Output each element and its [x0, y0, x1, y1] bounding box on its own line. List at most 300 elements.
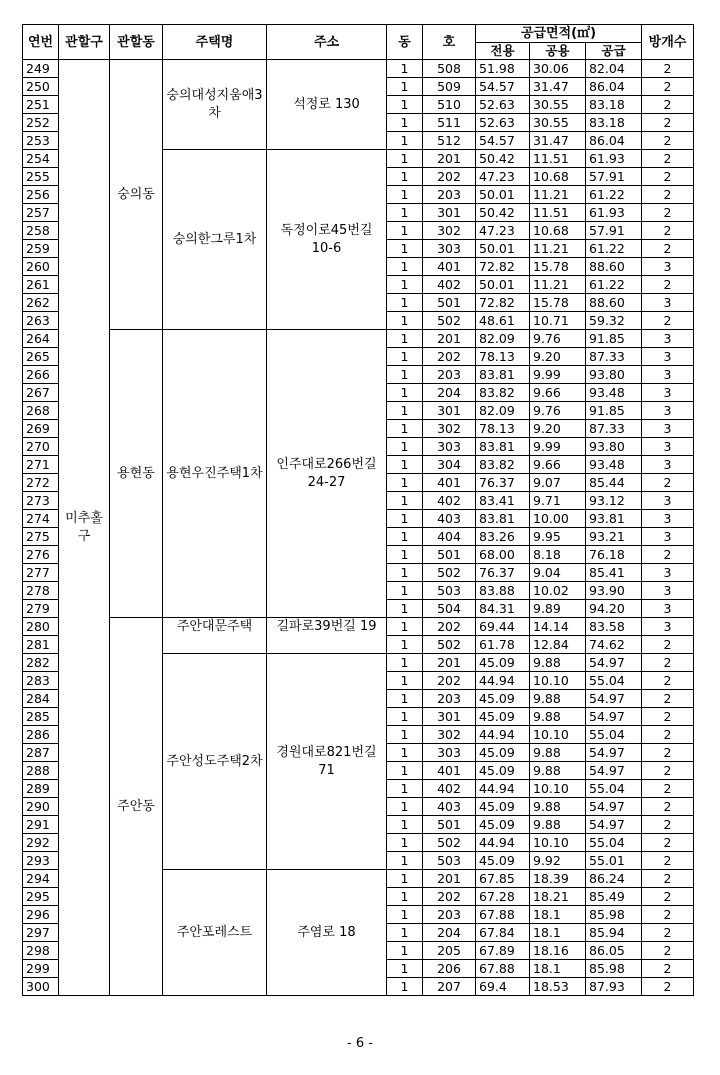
header-supply-area: 공급면적(㎡) — [476, 25, 642, 43]
area-private-cell: 78.13 — [476, 348, 530, 366]
building-cell: 1 — [387, 240, 423, 258]
building-cell: 1 — [387, 654, 423, 672]
row-number: 268 — [23, 402, 59, 420]
rooms-cell: 3 — [642, 564, 694, 582]
area-private-cell: 84.31 — [476, 600, 530, 618]
rooms-cell: 2 — [642, 816, 694, 834]
building-cell: 1 — [387, 744, 423, 762]
header-building: 동 — [387, 25, 423, 60]
row-number: 277 — [23, 564, 59, 582]
area-private-cell: 54.57 — [476, 132, 530, 150]
building-cell: 1 — [387, 834, 423, 852]
rooms-cell: 2 — [642, 942, 694, 960]
header-area-supply: 공급 — [586, 43, 642, 60]
area-private-cell: 52.63 — [476, 114, 530, 132]
unit-cell: 204 — [423, 384, 476, 402]
area-common-cell: 10.02 — [530, 582, 586, 600]
area-private-cell: 45.09 — [476, 852, 530, 870]
row-number: 286 — [23, 726, 59, 744]
area-supply-cell: 85.44 — [586, 474, 642, 492]
area-common-cell: 11.21 — [530, 240, 586, 258]
area-supply-cell: 61.93 — [586, 150, 642, 168]
unit-cell: 503 — [423, 582, 476, 600]
area-private-cell: 50.01 — [476, 276, 530, 294]
row-number: 280 — [23, 618, 59, 636]
area-private-cell: 45.09 — [476, 708, 530, 726]
area-private-cell: 50.42 — [476, 150, 530, 168]
unit-cell: 202 — [423, 168, 476, 186]
building-cell: 1 — [387, 456, 423, 474]
area-supply-cell: 87.33 — [586, 420, 642, 438]
rooms-cell: 3 — [642, 384, 694, 402]
unit-cell: 508 — [423, 60, 476, 78]
rooms-cell: 2 — [642, 762, 694, 780]
area-common-cell: 9.92 — [530, 852, 586, 870]
building-cell: 1 — [387, 798, 423, 816]
area-supply-cell: 93.48 — [586, 456, 642, 474]
area-supply-cell: 74.62 — [586, 636, 642, 654]
unit-cell: 403 — [423, 510, 476, 528]
area-supply-cell: 87.93 — [586, 978, 642, 996]
row-number: 272 — [23, 474, 59, 492]
header-area-common: 공용 — [530, 43, 586, 60]
area-common-cell: 9.88 — [530, 762, 586, 780]
area-supply-cell: 61.22 — [586, 186, 642, 204]
unit-cell: 402 — [423, 492, 476, 510]
row-number: 282 — [23, 654, 59, 672]
building-cell: 1 — [387, 420, 423, 438]
unit-cell: 401 — [423, 258, 476, 276]
rooms-cell: 2 — [642, 96, 694, 114]
unit-cell: 502 — [423, 636, 476, 654]
rooms-cell: 3 — [642, 330, 694, 348]
area-common-cell: 18.1 — [530, 960, 586, 978]
address-cell: 석정로 130 — [267, 60, 387, 150]
area-private-cell: 72.82 — [476, 258, 530, 276]
area-supply-cell: 85.41 — [586, 564, 642, 582]
building-cell: 1 — [387, 600, 423, 618]
area-private-cell: 83.82 — [476, 384, 530, 402]
dong-cell: 용현동 — [110, 330, 163, 618]
area-common-cell: 31.47 — [530, 132, 586, 150]
area-supply-cell: 88.60 — [586, 258, 642, 276]
row-number: 278 — [23, 582, 59, 600]
rooms-cell: 3 — [642, 456, 694, 474]
rooms-cell: 2 — [642, 960, 694, 978]
area-private-cell: 51.98 — [476, 60, 530, 78]
house-name-cell: 숭의대성지움애3차 — [163, 60, 267, 150]
row-number: 274 — [23, 510, 59, 528]
area-private-cell: 82.09 — [476, 402, 530, 420]
rooms-cell: 2 — [642, 312, 694, 330]
building-cell: 1 — [387, 528, 423, 546]
dong-cell: 숭의동 — [110, 60, 163, 330]
header-gu: 관할구 — [59, 25, 110, 60]
unit-cell: 501 — [423, 546, 476, 564]
rooms-cell: 2 — [642, 204, 694, 222]
row-number: 291 — [23, 816, 59, 834]
building-cell: 1 — [387, 276, 423, 294]
area-private-cell: 45.09 — [476, 816, 530, 834]
unit-cell: 501 — [423, 294, 476, 312]
unit-cell: 302 — [423, 420, 476, 438]
area-supply-cell: 88.60 — [586, 294, 642, 312]
row-number: 264 — [23, 330, 59, 348]
unit-cell: 302 — [423, 222, 476, 240]
area-private-cell: 69.44 — [476, 618, 530, 636]
rooms-cell: 2 — [642, 168, 694, 186]
row-number: 266 — [23, 366, 59, 384]
building-cell: 1 — [387, 132, 423, 150]
rooms-cell: 2 — [642, 852, 694, 870]
area-common-cell: 12.84 — [530, 636, 586, 654]
row-number: 299 — [23, 960, 59, 978]
house-name-cell: 주안포레스트 — [163, 870, 267, 996]
header-no: 연번 — [23, 25, 59, 60]
dong-cell: 주안동 — [110, 618, 163, 996]
unit-cell: 301 — [423, 708, 476, 726]
rooms-cell: 3 — [642, 618, 694, 636]
building-cell: 1 — [387, 96, 423, 114]
area-common-cell: 9.88 — [530, 798, 586, 816]
unit-cell: 206 — [423, 960, 476, 978]
row-number: 283 — [23, 672, 59, 690]
area-private-cell: 72.82 — [476, 294, 530, 312]
area-private-cell: 83.88 — [476, 582, 530, 600]
unit-cell: 201 — [423, 330, 476, 348]
building-cell: 1 — [387, 726, 423, 744]
area-common-cell: 10.00 — [530, 510, 586, 528]
address-cell: 독정이로45번길 10-6 — [267, 150, 387, 330]
row-number: 265 — [23, 348, 59, 366]
address-cell: 주염로 18 — [267, 870, 387, 996]
area-supply-cell: 93.90 — [586, 582, 642, 600]
area-common-cell: 8.18 — [530, 546, 586, 564]
unit-cell: 403 — [423, 798, 476, 816]
area-supply-cell: 76.18 — [586, 546, 642, 564]
area-private-cell: 47.23 — [476, 222, 530, 240]
row-number: 292 — [23, 834, 59, 852]
rooms-cell: 2 — [642, 240, 694, 258]
table-header — [23, 25, 694, 60]
area-supply-cell: 57.91 — [586, 222, 642, 240]
area-common-cell: 9.66 — [530, 456, 586, 474]
area-supply-cell: 59.32 — [586, 312, 642, 330]
rooms-cell: 3 — [642, 258, 694, 276]
area-private-cell: 61.78 — [476, 636, 530, 654]
housing-supply-table — [22, 24, 694, 996]
area-supply-cell: 86.24 — [586, 870, 642, 888]
area-common-cell: 10.10 — [530, 672, 586, 690]
rooms-cell: 3 — [642, 600, 694, 618]
area-supply-cell: 55.01 — [586, 852, 642, 870]
area-supply-cell: 86.05 — [586, 942, 642, 960]
row-number: 252 — [23, 114, 59, 132]
area-private-cell: 47.23 — [476, 168, 530, 186]
unit-cell: 203 — [423, 186, 476, 204]
building-cell: 1 — [387, 672, 423, 690]
area-common-cell: 18.1 — [530, 924, 586, 942]
area-common-cell: 10.10 — [530, 780, 586, 798]
building-cell: 1 — [387, 384, 423, 402]
row-number: 271 — [23, 456, 59, 474]
area-supply-cell: 83.18 — [586, 96, 642, 114]
building-cell: 1 — [387, 816, 423, 834]
header-area-private: 전용 — [476, 43, 530, 60]
row-number: 294 — [23, 870, 59, 888]
area-supply-cell: 61.93 — [586, 204, 642, 222]
row-number: 270 — [23, 438, 59, 456]
unit-cell: 204 — [423, 924, 476, 942]
rooms-cell: 2 — [642, 222, 694, 240]
area-private-cell: 83.81 — [476, 366, 530, 384]
house-name-cell: 주안대문주택 — [163, 618, 267, 654]
building-cell: 1 — [387, 978, 423, 996]
area-private-cell: 76.37 — [476, 564, 530, 582]
area-private-cell: 68.00 — [476, 546, 530, 564]
building-cell: 1 — [387, 474, 423, 492]
area-supply-cell: 82.04 — [586, 60, 642, 78]
unit-cell: 203 — [423, 906, 476, 924]
unit-cell: 202 — [423, 618, 476, 636]
rooms-cell: 2 — [642, 474, 694, 492]
unit-cell: 207 — [423, 978, 476, 996]
row-number: 261 — [23, 276, 59, 294]
unit-cell: 510 — [423, 96, 476, 114]
area-common-cell: 11.21 — [530, 276, 586, 294]
area-private-cell: 67.28 — [476, 888, 530, 906]
area-common-cell: 9.04 — [530, 564, 586, 582]
rooms-cell: 2 — [642, 186, 694, 204]
unit-cell: 205 — [423, 942, 476, 960]
area-common-cell: 11.21 — [530, 186, 586, 204]
area-supply-cell: 85.98 — [586, 906, 642, 924]
row-number: 289 — [23, 780, 59, 798]
area-private-cell: 67.84 — [476, 924, 530, 942]
building-cell: 1 — [387, 762, 423, 780]
area-private-cell: 67.88 — [476, 960, 530, 978]
area-supply-cell: 54.97 — [586, 744, 642, 762]
area-private-cell: 83.26 — [476, 528, 530, 546]
rooms-cell: 3 — [642, 366, 694, 384]
building-cell: 1 — [387, 402, 423, 420]
area-private-cell: 69.4 — [476, 978, 530, 996]
row-number: 273 — [23, 492, 59, 510]
area-common-cell: 10.10 — [530, 834, 586, 852]
area-private-cell: 67.88 — [476, 906, 530, 924]
building-cell: 1 — [387, 870, 423, 888]
area-common-cell: 9.88 — [530, 654, 586, 672]
building-cell: 1 — [387, 780, 423, 798]
rooms-cell: 2 — [642, 708, 694, 726]
area-common-cell: 9.95 — [530, 528, 586, 546]
rooms-cell: 2 — [642, 924, 694, 942]
unit-cell: 502 — [423, 564, 476, 582]
area-supply-cell: 55.04 — [586, 672, 642, 690]
header-address: 주소 — [267, 25, 387, 60]
rooms-cell: 3 — [642, 348, 694, 366]
row-number: 284 — [23, 690, 59, 708]
unit-cell: 402 — [423, 276, 476, 294]
rooms-cell: 3 — [642, 402, 694, 420]
area-common-cell: 9.71 — [530, 492, 586, 510]
area-supply-cell: 83.18 — [586, 114, 642, 132]
rooms-cell: 2 — [642, 636, 694, 654]
header-dong: 관할동 — [110, 25, 163, 60]
area-common-cell: 18.21 — [530, 888, 586, 906]
unit-cell: 303 — [423, 240, 476, 258]
area-private-cell: 45.09 — [476, 690, 530, 708]
building-cell: 1 — [387, 582, 423, 600]
area-common-cell: 10.10 — [530, 726, 586, 744]
building-cell: 1 — [387, 150, 423, 168]
building-cell: 1 — [387, 636, 423, 654]
row-number: 285 — [23, 708, 59, 726]
area-common-cell: 30.55 — [530, 96, 586, 114]
area-private-cell: 45.09 — [476, 654, 530, 672]
area-common-cell: 9.20 — [530, 348, 586, 366]
building-cell: 1 — [387, 114, 423, 132]
house-name-cell: 주안성도주택2차 — [163, 654, 267, 870]
area-private-cell: 45.09 — [476, 798, 530, 816]
area-common-cell: 18.1 — [530, 906, 586, 924]
row-number: 300 — [23, 978, 59, 996]
rooms-cell: 2 — [642, 60, 694, 78]
row-number: 267 — [23, 384, 59, 402]
area-private-cell: 82.09 — [476, 330, 530, 348]
area-private-cell: 83.81 — [476, 438, 530, 456]
rooms-cell: 2 — [642, 672, 694, 690]
building-cell: 1 — [387, 546, 423, 564]
unit-cell: 203 — [423, 690, 476, 708]
building-cell: 1 — [387, 330, 423, 348]
area-common-cell: 15.78 — [530, 294, 586, 312]
area-supply-cell: 54.97 — [586, 798, 642, 816]
rooms-cell: 2 — [642, 276, 694, 294]
area-common-cell: 9.99 — [530, 366, 586, 384]
rooms-cell: 2 — [642, 114, 694, 132]
area-supply-cell: 87.33 — [586, 348, 642, 366]
row-number: 251 — [23, 96, 59, 114]
area-common-cell: 11.51 — [530, 150, 586, 168]
area-supply-cell: 86.04 — [586, 78, 642, 96]
area-private-cell: 45.09 — [476, 744, 530, 762]
row-number: 288 — [23, 762, 59, 780]
row-number: 254 — [23, 150, 59, 168]
area-common-cell: 11.51 — [530, 204, 586, 222]
row-number: 260 — [23, 258, 59, 276]
area-common-cell: 9.66 — [530, 384, 586, 402]
area-common-cell: 9.88 — [530, 708, 586, 726]
rooms-cell: 2 — [642, 906, 694, 924]
area-private-cell: 83.41 — [476, 492, 530, 510]
unit-cell: 501 — [423, 816, 476, 834]
area-supply-cell: 61.22 — [586, 276, 642, 294]
row-number: 253 — [23, 132, 59, 150]
area-common-cell: 9.88 — [530, 744, 586, 762]
rooms-cell: 2 — [642, 870, 694, 888]
header-rooms: 방개수 — [642, 25, 694, 60]
row-number: 279 — [23, 600, 59, 618]
row-number: 269 — [23, 420, 59, 438]
area-private-cell: 67.89 — [476, 942, 530, 960]
row-number: 293 — [23, 852, 59, 870]
area-private-cell: 83.82 — [476, 456, 530, 474]
area-private-cell: 52.63 — [476, 96, 530, 114]
row-number: 297 — [23, 924, 59, 942]
rooms-cell: 3 — [642, 528, 694, 546]
unit-cell: 303 — [423, 744, 476, 762]
area-supply-cell: 83.58 — [586, 618, 642, 636]
unit-cell: 511 — [423, 114, 476, 132]
building-cell: 1 — [387, 258, 423, 276]
row-number: 259 — [23, 240, 59, 258]
row-number: 250 — [23, 78, 59, 96]
building-cell: 1 — [387, 348, 423, 366]
row-number: 256 — [23, 186, 59, 204]
area-private-cell: 50.01 — [476, 186, 530, 204]
unit-cell: 301 — [423, 402, 476, 420]
building-cell: 1 — [387, 312, 423, 330]
area-common-cell: 9.99 — [530, 438, 586, 456]
area-private-cell: 54.57 — [476, 78, 530, 96]
area-supply-cell: 54.97 — [586, 708, 642, 726]
header-unit: 호 — [423, 25, 476, 60]
area-private-cell: 48.61 — [476, 312, 530, 330]
area-supply-cell: 54.97 — [586, 690, 642, 708]
page-number: - 6 - — [347, 1036, 373, 1051]
area-supply-cell: 91.85 — [586, 330, 642, 348]
area-supply-cell: 85.98 — [586, 960, 642, 978]
unit-cell: 401 — [423, 762, 476, 780]
building-cell: 1 — [387, 924, 423, 942]
unit-cell: 201 — [423, 654, 476, 672]
row-number: 295 — [23, 888, 59, 906]
area-supply-cell: 54.97 — [586, 654, 642, 672]
rooms-cell: 2 — [642, 798, 694, 816]
area-supply-cell: 93.80 — [586, 366, 642, 384]
rooms-cell: 3 — [642, 438, 694, 456]
rooms-cell: 2 — [642, 546, 694, 564]
area-supply-cell: 54.97 — [586, 762, 642, 780]
unit-cell: 402 — [423, 780, 476, 798]
gu-cell: 미추홀구 — [59, 60, 110, 996]
row-number: 249 — [23, 60, 59, 78]
building-cell: 1 — [387, 204, 423, 222]
area-private-cell: 50.42 — [476, 204, 530, 222]
row-number: 263 — [23, 312, 59, 330]
building-cell: 1 — [387, 510, 423, 528]
rooms-cell: 3 — [642, 420, 694, 438]
row-number: 258 — [23, 222, 59, 240]
area-private-cell: 44.94 — [476, 726, 530, 744]
area-common-cell: 9.88 — [530, 690, 586, 708]
area-private-cell: 76.37 — [476, 474, 530, 492]
rooms-cell: 2 — [642, 132, 694, 150]
unit-cell: 304 — [423, 456, 476, 474]
area-supply-cell: 93.81 — [586, 510, 642, 528]
row-number: 296 — [23, 906, 59, 924]
row-number: 257 — [23, 204, 59, 222]
unit-cell: 512 — [423, 132, 476, 150]
area-private-cell: 44.94 — [476, 780, 530, 798]
rooms-cell: 3 — [642, 510, 694, 528]
building-cell: 1 — [387, 492, 423, 510]
housing-supply-table-page — [22, 24, 693, 996]
unit-cell: 504 — [423, 600, 476, 618]
rooms-cell: 2 — [642, 726, 694, 744]
unit-cell: 404 — [423, 528, 476, 546]
